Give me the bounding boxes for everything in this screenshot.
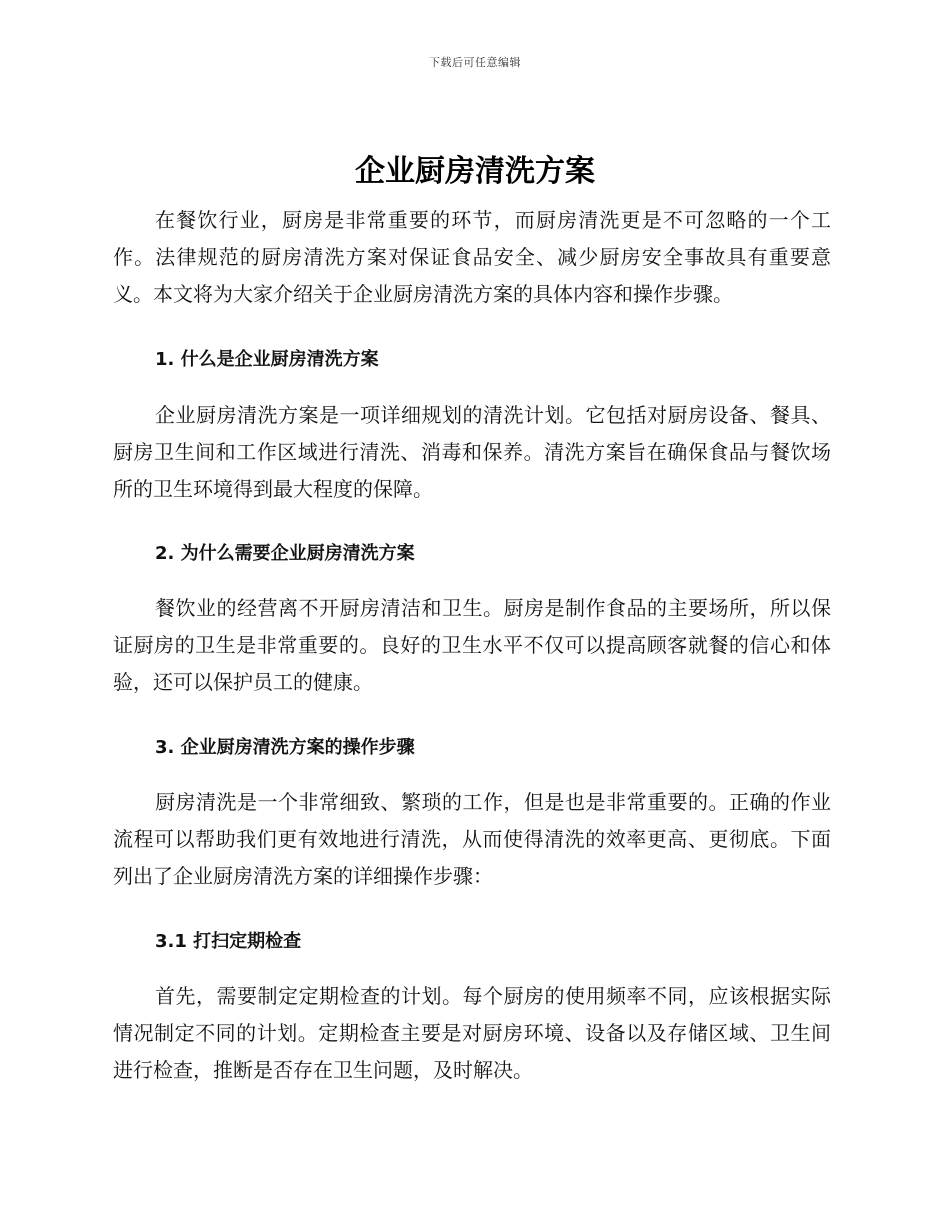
document-title: 企业厨房清洗方案 (355, 154, 595, 189)
section-3-1-heading: 3.1 打扫定期检查 (155, 931, 302, 952)
intro-paragraph: 在餐饮行业，厨房是非常重要的环节，而厨房清洗更是不可忽略的一个工作。法律规范的厨房清洗方案对保证食品安全、减少厨房安全事故具有重要意义。本文将为大家介绍关于企业厨房清洗方案的具体内容和操作步骤。 (113, 208, 831, 306)
section-2-heading: 2. 为什么需要企业厨房清洗方案 (155, 543, 415, 564)
section-1-paragraph: 企业厨房清洗方案是一项详细规划的清洗计划。它包括对厨房设备、餐具、厨房卫生间和工作区域进行清洗、消毒和保养。清洗方案旨在确保食品与餐饮场所的卫生环境得到最大程度的保障。 (113, 403, 831, 501)
section-3-heading: 3. 企业厨房清洗方案的操作步骤 (155, 737, 415, 758)
section-3-paragraph: 厨房清洗是一个非常细致、繁琐的工作，但是也是非常重要的。正确的作业流程可以帮助我们更有效地进行清洗，从而使得清洗的效率更高、更彻底。下面列出了企业厨房清洗方案的详细操作步骤： (113, 790, 831, 888)
page-header-note: 下载后可任意编辑 (429, 56, 521, 69)
section-1-heading: 1. 什么是企业厨房清洗方案 (155, 349, 379, 370)
section-3-1-paragraph: 首先，需要制定定期检查的计划。每个厨房的使用频率不同，应该根据实际情况制定不同的计划。定期检查主要是对厨房环境、设备以及存储区域、卫生间进行检查，推断是否存在卫生问题，及时解决。 (113, 984, 831, 1082)
section-2-paragraph: 餐饮业的经营离不开厨房清洁和卫生。厨房是制作食品的主要场所，所以保证厨房的卫生是非常重要的。良好的卫生水平不仅可以提高顾客就餐的信心和体验，还可以保护员工的健康。 (113, 596, 831, 694)
